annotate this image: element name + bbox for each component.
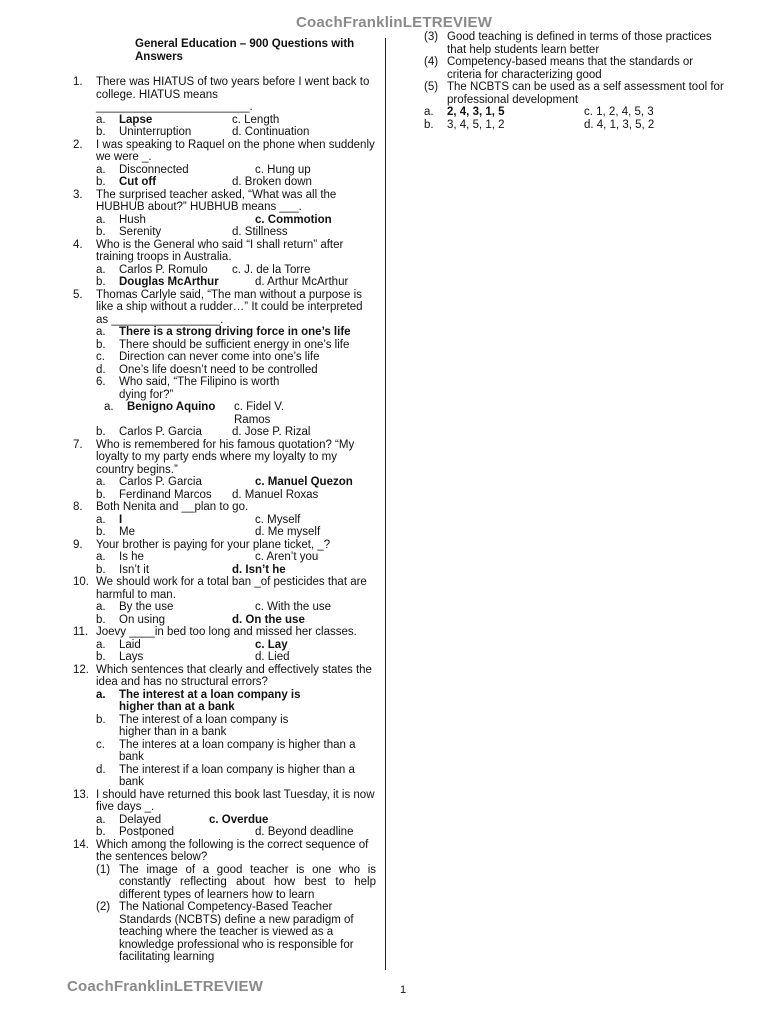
option-answer: 2, 4, 3, 1, 5 bbox=[447, 106, 505, 118]
column-divider bbox=[385, 38, 386, 970]
option-answer: d. On the use bbox=[232, 613, 305, 626]
sequence-number: (5) bbox=[424, 81, 439, 93]
option-text: d. Me myself bbox=[255, 526, 321, 538]
option-row bbox=[73, 489, 376, 502]
option-answer: c. Lay bbox=[255, 638, 288, 651]
option-text: Serenity bbox=[119, 226, 162, 238]
option-letter: b. bbox=[96, 338, 106, 351]
option-text: Is he bbox=[119, 551, 144, 563]
question-text: I should have returned this book last Tuesday, it is now five days _. bbox=[96, 788, 375, 813]
option-text: Hush bbox=[119, 213, 146, 226]
option-text: c. Hung up bbox=[255, 163, 311, 176]
option-row bbox=[73, 364, 376, 377]
option-text: The interest of a loan company is higher than in a bank bbox=[119, 713, 289, 738]
question-3 bbox=[73, 189, 376, 214]
sequence-item bbox=[424, 56, 724, 81]
option-letter: b. bbox=[96, 563, 106, 576]
option-letter: a. bbox=[96, 813, 106, 826]
question-12 bbox=[73, 664, 376, 689]
sequence-text: The image of a good teacher is one who is constantly reflecting about how best to help different types of learners how to learn bbox=[119, 863, 376, 901]
question-text: There was HIATUS of two years before I went back to college. HIATUS means ________________________. bbox=[96, 76, 370, 113]
option-text: d. Manuel Roxas bbox=[232, 488, 319, 501]
option-letter: a. bbox=[424, 106, 434, 118]
question-number: 4. bbox=[73, 238, 83, 251]
option-text: One’s life doesn’t need to be controlled bbox=[119, 363, 318, 376]
option-row bbox=[73, 226, 376, 239]
option-text: Laid bbox=[119, 638, 141, 651]
option-text: d. Lied bbox=[255, 651, 290, 663]
option-letter: d. bbox=[96, 363, 106, 376]
sequence-number: (2) bbox=[96, 901, 111, 913]
question-8 bbox=[73, 501, 376, 514]
option-row bbox=[73, 814, 376, 827]
sequence-item bbox=[424, 81, 724, 106]
option-row bbox=[73, 764, 376, 789]
question-6 bbox=[73, 376, 376, 401]
option-row bbox=[424, 119, 724, 132]
option-letter: a. bbox=[96, 263, 106, 276]
question-number: 9. bbox=[73, 538, 83, 551]
option-answer: Cut off bbox=[119, 176, 157, 188]
option-text: Carlos P. Romulo bbox=[119, 263, 208, 276]
option-text: There should be sufficient energy in one’s life bbox=[119, 338, 350, 351]
question-number: 14. bbox=[73, 838, 89, 851]
option-text: d. Jose P. Rizal bbox=[232, 426, 311, 438]
option-letter: b. bbox=[96, 526, 106, 538]
option-text: Disconnected bbox=[119, 163, 189, 176]
option-row bbox=[73, 164, 376, 177]
option-answer: c. Commotion bbox=[255, 213, 332, 226]
option-letter: a. bbox=[96, 213, 106, 226]
question-text: Both Nenita and __plan to go. bbox=[96, 501, 249, 513]
option-row bbox=[73, 651, 376, 664]
option-letter: d. bbox=[96, 763, 106, 776]
question-10 bbox=[73, 576, 376, 601]
option-text: d. Arthur McArthur bbox=[255, 276, 349, 288]
option-row bbox=[73, 514, 376, 527]
page-number: 1 bbox=[400, 984, 407, 996]
option-text: The interest if a loan company is higher than a bank bbox=[119, 763, 355, 788]
option-letter: b. bbox=[424, 118, 434, 131]
option-text: d. 4, 1, 3, 5, 2 bbox=[584, 118, 655, 131]
option-row bbox=[73, 564, 376, 577]
watermark-top: CoachFranklinLETREVIEW bbox=[296, 14, 493, 31]
question-9 bbox=[73, 539, 376, 552]
option-text: Lays bbox=[119, 651, 144, 663]
question-text: The surprised teacher asked, “What was all the HUBHUB about?” HUBHUB means ___. bbox=[96, 188, 337, 213]
option-row bbox=[73, 326, 376, 339]
option-text: Uninterruption bbox=[119, 126, 192, 138]
option-letter: b. bbox=[96, 826, 106, 838]
sequence-text: Good teaching is defined in terms of those practices that help students learn better bbox=[447, 31, 712, 56]
option-row bbox=[73, 264, 376, 277]
question-13 bbox=[73, 789, 376, 814]
option-text: d. Beyond deadline bbox=[255, 826, 354, 838]
question-text: Which sentences that clearly and effectively states the idea and has no structural errors? bbox=[96, 663, 372, 688]
option-text: Carlos P. Garcia bbox=[119, 476, 202, 488]
option-row bbox=[73, 614, 376, 627]
question-text: Which among the following is the correct sequence of the sentences below? bbox=[96, 838, 369, 863]
option-row bbox=[73, 214, 376, 227]
left-column bbox=[73, 38, 376, 964]
option-letter: a. bbox=[96, 476, 106, 488]
watermark-bottom: CoachFranklinLETREVIEW bbox=[67, 978, 264, 995]
question-text: Who is remembered for his famous quotation? “My loyalty to my party ends where my loyalty to my country begins.” bbox=[96, 438, 355, 476]
option-letter: b. bbox=[96, 126, 106, 138]
question-number: 2. bbox=[73, 138, 83, 151]
option-text: d. Broken down bbox=[232, 176, 312, 188]
option-text: d. Stillness bbox=[232, 226, 288, 238]
option-letter: a. bbox=[96, 688, 106, 701]
option-row bbox=[73, 601, 376, 614]
option-text: c. Length bbox=[232, 113, 280, 126]
option-letter: b. bbox=[96, 651, 106, 663]
option-row bbox=[73, 689, 376, 714]
sequence-item bbox=[73, 901, 376, 964]
option-row bbox=[73, 551, 376, 564]
option-answer: Lapse bbox=[119, 113, 153, 126]
question-2 bbox=[73, 139, 376, 164]
question-1 bbox=[73, 76, 376, 114]
sequence-text: Competency-based means that the standards or criteria for characterizing good bbox=[447, 56, 694, 81]
question-14 bbox=[73, 839, 376, 864]
option-row bbox=[73, 351, 376, 364]
option-row bbox=[73, 276, 376, 289]
option-text: Ferdinand Marcos bbox=[119, 488, 212, 501]
option-text: c. Aren’t you bbox=[255, 551, 319, 563]
sequence-number: (3) bbox=[424, 31, 439, 43]
question-number: 12. bbox=[73, 663, 89, 676]
question-number: 6. bbox=[96, 376, 106, 388]
option-text: By the use bbox=[119, 601, 174, 613]
option-letter: b. bbox=[96, 176, 106, 188]
option-letter: b. bbox=[96, 226, 106, 238]
option-text: d. Continuation bbox=[232, 126, 310, 138]
option-answer: There is a strong driving force in one’s life bbox=[119, 326, 351, 338]
option-answer: Douglas McArthur bbox=[119, 276, 219, 288]
option-text: Carlos P. Garcia bbox=[119, 426, 202, 438]
option-text: c. J. de la Torre bbox=[232, 263, 311, 276]
option-letter: a. bbox=[96, 163, 106, 176]
option-letter: a. bbox=[96, 601, 106, 613]
option-letter: a. bbox=[96, 551, 106, 563]
option-answer: c. Manuel Quezon bbox=[255, 476, 353, 488]
question-text: Thomas Carlyle said, “The man without a purpose is like a ship without a rudder…” It could be interpreted as _________________. bbox=[96, 288, 363, 326]
option-letter: b. bbox=[96, 488, 106, 501]
sequence-text: The NCBTS can be used as a self assessment tool for professional development bbox=[447, 81, 724, 106]
option-text: Postponed bbox=[119, 826, 174, 838]
option-row bbox=[73, 826, 376, 839]
sequence-number: (4) bbox=[424, 56, 439, 68]
option-text: c. With the use bbox=[255, 601, 332, 613]
question-number: 1. bbox=[73, 76, 83, 88]
option-row bbox=[73, 114, 376, 127]
question-number: 7. bbox=[73, 438, 83, 451]
document-title: General Education – 900 Questions with Answers bbox=[135, 38, 355, 63]
option-letter: c. bbox=[96, 351, 105, 363]
option-letter: a. bbox=[104, 401, 114, 413]
option-text: c. 1, 2, 4, 5, 3 bbox=[584, 106, 654, 118]
option-letter: a. bbox=[96, 326, 106, 338]
option-text: Delayed bbox=[119, 813, 162, 826]
option-letter: a. bbox=[96, 113, 106, 126]
option-letter: c. bbox=[96, 738, 105, 751]
option-answer: d. Isn’t he bbox=[232, 563, 286, 576]
question-5 bbox=[73, 289, 376, 327]
option-letter: b. bbox=[96, 713, 106, 726]
question-number: 11. bbox=[73, 626, 89, 638]
option-letter: b. bbox=[96, 276, 106, 288]
option-answer: Benigno Aquino bbox=[127, 401, 216, 413]
question-text: I was speaking to Raquel on the phone when suddenly we were _. bbox=[96, 138, 375, 163]
question-text: Joevy ____in bed too long and missed her classes. bbox=[96, 626, 357, 638]
question-number: 8. bbox=[73, 501, 83, 513]
option-letter: a. bbox=[96, 513, 106, 526]
question-number: 5. bbox=[73, 288, 83, 301]
option-answer: The interest at a loan company is higher than at a bank bbox=[119, 688, 301, 713]
option-row bbox=[73, 639, 376, 652]
option-row bbox=[73, 714, 376, 739]
option-text: c. Fidel V. Ramos bbox=[234, 401, 285, 426]
question-11 bbox=[73, 626, 376, 639]
question-text: Who said, “The Filipino is worth dying for?” bbox=[119, 376, 280, 401]
question-7 bbox=[73, 439, 376, 477]
option-text: The interes at a loan company is higher than a bank bbox=[119, 738, 356, 763]
option-text: 3, 4, 5, 1, 2 bbox=[447, 118, 505, 131]
option-row bbox=[73, 476, 376, 489]
option-row bbox=[73, 339, 376, 352]
option-text: Me bbox=[119, 526, 135, 538]
question-text: Your brother is paying for your plane ticket, _? bbox=[96, 538, 331, 551]
option-text: Isn’t it bbox=[119, 563, 150, 576]
option-answer: c. Overdue bbox=[209, 813, 269, 826]
question-text: We should work for a total ban _of pesticides that are harmful to man. bbox=[96, 576, 367, 601]
option-text: On using bbox=[119, 613, 166, 626]
option-row bbox=[73, 426, 376, 439]
question-number: 3. bbox=[73, 188, 83, 201]
option-text: Direction can never come into one’s life bbox=[119, 351, 320, 363]
option-answer: I bbox=[119, 513, 123, 526]
option-letter: b. bbox=[96, 426, 106, 438]
option-row bbox=[73, 526, 376, 539]
option-row bbox=[73, 401, 376, 426]
option-letter: b. bbox=[96, 613, 106, 626]
sequence-text: The National Competency-Based Teacher Standards (NCBTS) define a new paradigm of teaching where the teacher is viewed as a knowledge professional who is responsible for facilitating learning bbox=[119, 901, 354, 963]
question-number: 10. bbox=[73, 576, 89, 588]
right-column bbox=[424, 31, 724, 131]
option-row bbox=[73, 739, 376, 764]
option-text: c. Myself bbox=[255, 513, 301, 526]
sequence-item bbox=[73, 864, 376, 902]
sequence-number: (1) bbox=[96, 863, 111, 876]
option-row bbox=[73, 176, 376, 189]
option-letter: a. bbox=[96, 638, 106, 651]
question-number: 13. bbox=[73, 788, 89, 801]
option-row bbox=[73, 126, 376, 139]
question-text: Who is the General who said “I shall return” after training troops in Australia. bbox=[96, 238, 344, 263]
question-4 bbox=[73, 239, 376, 264]
sequence-item bbox=[424, 31, 724, 56]
option-row bbox=[424, 106, 724, 119]
